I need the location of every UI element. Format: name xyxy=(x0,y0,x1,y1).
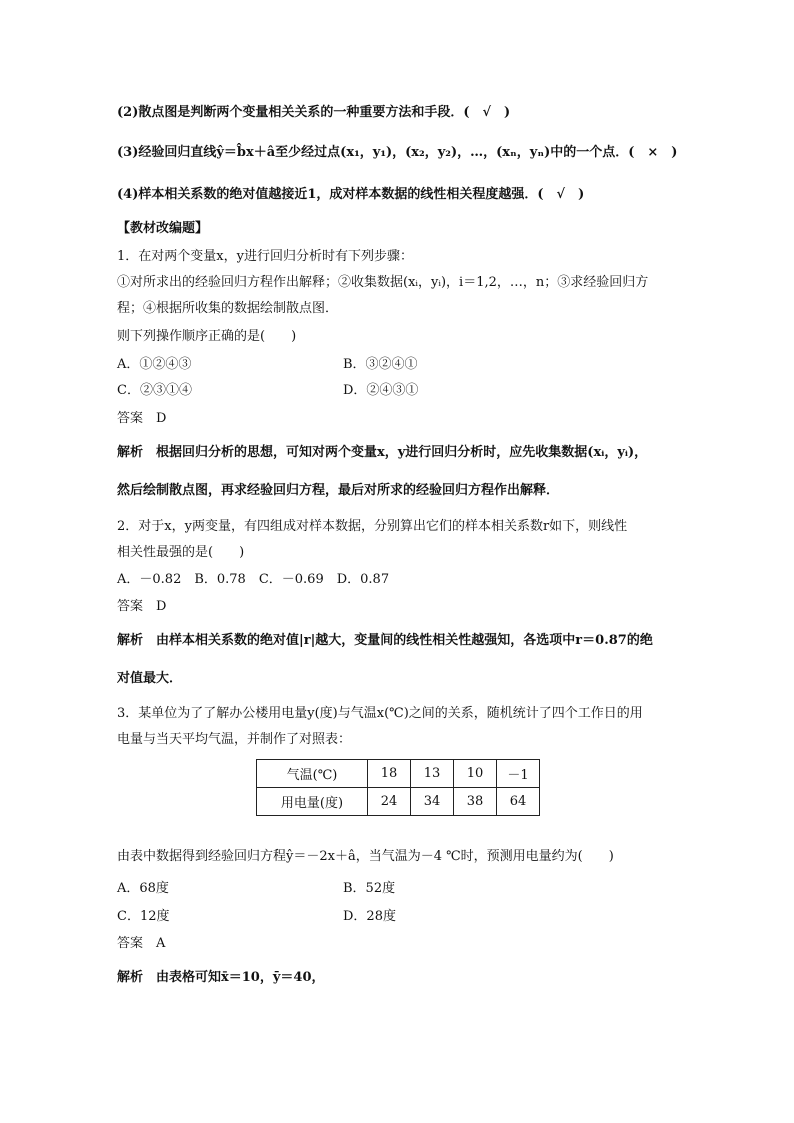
judgement-item-2: (2)散点图是判断两个变量相关关系的一种重要方法和手段．( √ ) xyxy=(117,105,511,120)
table-cell: 64 xyxy=(497,788,540,816)
q3-option-a: A．68度 xyxy=(117,881,169,896)
q3-stem-line-2: 电量与当天平均气温，并制作了对照表： xyxy=(117,732,352,747)
table-cell: －1 xyxy=(497,760,540,788)
q2-answer: 答案 D xyxy=(117,599,167,614)
q3-option-d: D．28度 xyxy=(343,909,396,924)
q1-option-a: A．①②④③ xyxy=(117,357,192,372)
table-row xyxy=(257,788,540,816)
table-header-cell: 用电量(度) xyxy=(257,788,368,816)
q3-stem-line-3: 由表中数据得到经验回归方程ŷ＝－2x＋â，当气温为－4 ℃时，预测用电量约为( ) xyxy=(117,849,614,864)
q1-analysis-line-2: 然后绘制散点图，再求经验回归方程，最后对所求的经验回归方程作出解释． xyxy=(117,483,560,498)
q3-answer: 答案 A xyxy=(117,936,166,951)
q2-stem-line-2: 相关性最强的是( ) xyxy=(117,545,245,560)
q3-option-c: C．12度 xyxy=(117,909,170,924)
q1-option-b: B．③②④① xyxy=(343,357,418,372)
q1-answer: 答案 D xyxy=(117,411,167,426)
q1-stem-line-2: ①对所求出的经验回归方程作出解释；②收集数据(xᵢ，yᵢ)，i＝1,2，…，n；③求经验回归方 xyxy=(117,275,649,290)
q1-analysis-line-1: 解析 根据回归分析的思想，可知对两个变量x，y进行回归分析时，应先收集数据(xᵢ，yᵢ)， xyxy=(117,445,648,460)
judgement-item-4: (4)样本相关系数的绝对值越接近1，成对样本数据的线性相关程度越强．( √ ) xyxy=(117,187,585,202)
q1-option-c: C．②③①④ xyxy=(117,383,192,398)
q2-options: A．－0.82 B．0.78 C．－0.69 D．0.87 xyxy=(117,572,390,587)
table-cell: 13 xyxy=(411,760,454,788)
q2-analysis-line-2: 对值最大． xyxy=(117,671,183,686)
table-cell: 24 xyxy=(368,788,411,816)
table-row xyxy=(257,760,540,788)
section-title: 【教材改编题】 xyxy=(117,221,209,236)
table-cell: 10 xyxy=(454,760,497,788)
table-cell: 18 xyxy=(368,760,411,788)
q2-stem-line-1: 2．对于x，y两变量，有四组成对样本数据，分别算出它们的样本相关系数r如下，则线性 xyxy=(117,519,628,534)
q2-analysis-line-1: 解析 由样本相关系数的绝对值|r|越大，变量间的线性相关性越强知，各选项中r＝0.87的绝 xyxy=(117,633,653,648)
temperature-power-table xyxy=(256,759,540,816)
q3-analysis-line-1: 解析 由表格可知x̄＝10，ȳ＝40， xyxy=(117,970,325,985)
q1-stem-line-4: 则下列操作顺序正确的是( ) xyxy=(117,329,297,344)
table-cell: 34 xyxy=(411,788,454,816)
q1-stem-line-3: 程；④根据所收集的数据绘制散点图． xyxy=(117,301,339,316)
table-cell: 38 xyxy=(454,788,497,816)
q3-option-b: B．52度 xyxy=(343,881,396,896)
judgement-item-3: (3)经验回归直线ŷ＝b̂x＋â至少经过点(x₁，y₁)，(x₂，y₂)，…，(xₙ，yₙ)中的一个点．( × ) xyxy=(117,145,678,160)
table-header-cell: 气温(℃) xyxy=(257,760,368,788)
q3-stem-line-1: 3．某单位为了了解办公楼用电量y(度)与气温x(℃)之间的关系，随机统计了四个工作日的用 xyxy=(117,706,643,721)
q1-stem-line-1: 1．在对两个变量x，y进行回归分析时有下列步骤： xyxy=(117,249,413,264)
q1-option-d: D．②④③① xyxy=(343,383,419,398)
